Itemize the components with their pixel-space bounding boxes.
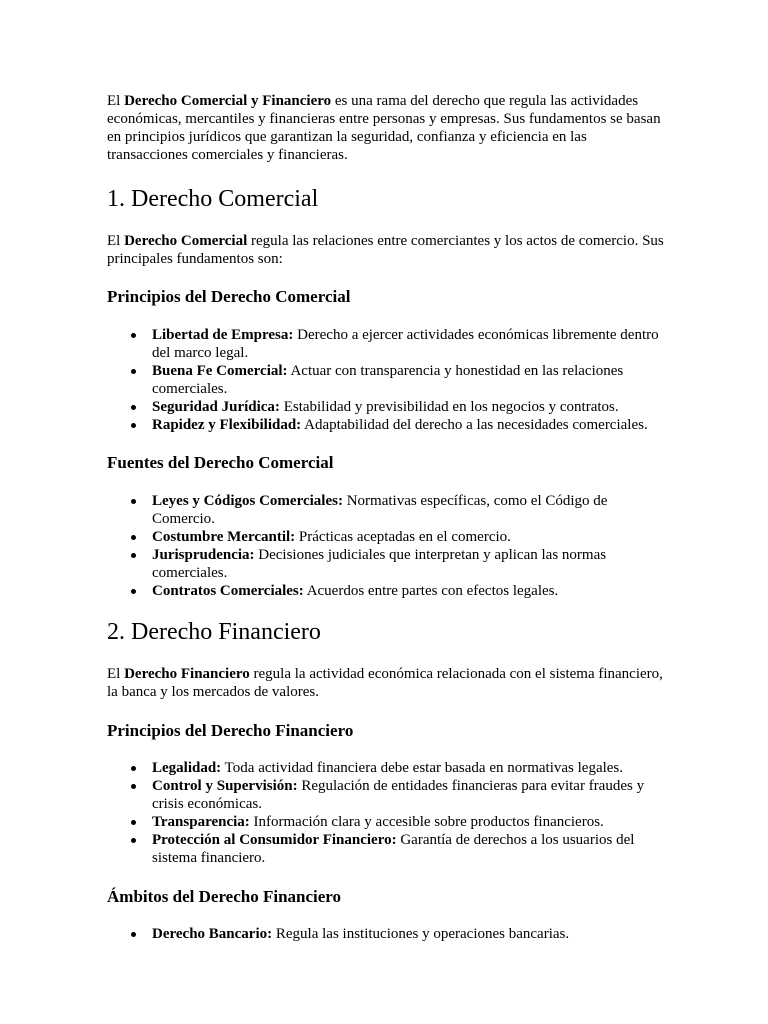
list-item bbox=[152, 546, 667, 582]
list-item bbox=[152, 492, 667, 528]
intro-bold-term: Derecho Comercial y Financiero bbox=[124, 93, 332, 109]
list-item-term: Jurisprudencia: bbox=[152, 547, 255, 563]
principios-financiero-list bbox=[107, 759, 667, 867]
paragraph-text: regula la actividad económica relacionada con el sistema financiero, la banca y los mercados de valores. bbox=[107, 666, 663, 700]
list-item bbox=[152, 582, 667, 600]
list-item bbox=[152, 528, 667, 546]
principios-comercial-list bbox=[107, 326, 667, 434]
list-item-desc: Acuerdos entre partes con efectos legales. bbox=[303, 583, 559, 599]
list-item bbox=[152, 416, 667, 434]
list-item-desc: Regula las instituciones y operaciones bancarias. bbox=[272, 926, 570, 942]
list-item-desc: Derecho a ejercer actividades económicas libremente dentro del marco legal. bbox=[152, 327, 659, 361]
ambitos-financiero-list bbox=[107, 925, 667, 943]
comercial-intro-paragraph bbox=[107, 232, 667, 268]
list-item-term: Transparencia: bbox=[152, 814, 250, 830]
list-item-desc: Garantía de derechos a los usuarios del sistema financiero. bbox=[152, 832, 635, 866]
list-item-desc: Decisiones judiciales que interpretan y aplican las normas comerciales. bbox=[152, 547, 607, 581]
list-item-term: Libertad de Empresa: bbox=[152, 327, 294, 343]
list-item-term: Legalidad: bbox=[152, 760, 222, 776]
list-item-term: Derecho Bancario: bbox=[152, 926, 273, 942]
section-heading-derecho-comercial: 1. Derecho Comercial bbox=[107, 186, 319, 212]
list-item-desc: Actuar con transparencia y honestidad en las relaciones comerciales. bbox=[152, 363, 624, 397]
list-item-term: Buena Fe Comercial: bbox=[152, 363, 288, 379]
bold-term: Derecho Financiero bbox=[124, 666, 250, 682]
list-item-term: Rapidez y Flexibilidad: bbox=[152, 417, 302, 433]
list-item bbox=[152, 813, 667, 831]
list-item-term: Costumbre Mercantil: bbox=[152, 529, 296, 545]
list-item-term: Protección al Consumidor Financiero: bbox=[152, 832, 397, 848]
subheading-principios-financiero: Principios del Derecho Financiero bbox=[107, 721, 354, 740]
list-item-term: Control y Supervisión: bbox=[152, 778, 298, 794]
list-item bbox=[152, 398, 667, 416]
bold-term: Derecho Comercial bbox=[124, 233, 248, 249]
list-item-desc: Toda actividad financiera debe estar basada en normativas legales. bbox=[221, 760, 624, 776]
list-item-desc: Adaptabilidad del derecho a las necesidades comerciales. bbox=[301, 417, 648, 433]
list-item bbox=[152, 925, 667, 943]
intro-text: es una rama del derecho que regula las actividades económicas, mercantiles y financieras entre personas y empresas. Sus fundamentos se basan en principios jurídicos que garantizan la seguridad, confianza y eficiencia en las transacciones comerciales y financieras. bbox=[107, 93, 661, 163]
list-item-desc: Regulación de entidades financieras para evitar fraudes y crisis económicas. bbox=[152, 778, 645, 812]
paragraph-text: El bbox=[107, 233, 125, 249]
paragraph-text: regula las relaciones entre comerciantes y los actos de comercio. Sus principales fundamentos son: bbox=[107, 233, 664, 267]
list-item-term: Seguridad Jurídica: bbox=[152, 399, 280, 415]
section-heading-derecho-financiero: 2. Derecho Financiero bbox=[107, 619, 321, 645]
paragraph-text: El bbox=[107, 666, 125, 682]
list-item bbox=[152, 831, 667, 867]
document-page bbox=[107, 92, 667, 943]
subheading-fuentes-comercial: Fuentes del Derecho Comercial bbox=[107, 453, 334, 472]
list-item-desc: Prácticas aceptadas en el comercio. bbox=[295, 529, 511, 545]
financiero-intro-paragraph bbox=[107, 665, 667, 701]
list-item bbox=[152, 326, 667, 362]
list-item-desc: Información clara y accesible sobre productos financieros. bbox=[249, 814, 604, 830]
list-item-term: Contratos Comerciales: bbox=[152, 583, 304, 599]
list-item bbox=[152, 362, 667, 398]
intro-text: El bbox=[107, 93, 125, 109]
list-item bbox=[152, 759, 667, 777]
fuentes-comercial-list bbox=[107, 492, 667, 600]
intro-paragraph bbox=[107, 92, 667, 164]
list-item-term: Leyes y Códigos Comerciales: bbox=[152, 493, 343, 509]
subheading-ambitos-financiero: Ámbitos del Derecho Financiero bbox=[107, 887, 342, 906]
subheading-principios-comercial: Principios del Derecho Comercial bbox=[107, 287, 351, 306]
list-item-desc: Normativas específicas, como el Código de Comercio. bbox=[152, 493, 608, 527]
list-item bbox=[152, 777, 667, 813]
list-item-desc: Estabilidad y previsibilidad en los negocios y contratos. bbox=[279, 399, 619, 415]
